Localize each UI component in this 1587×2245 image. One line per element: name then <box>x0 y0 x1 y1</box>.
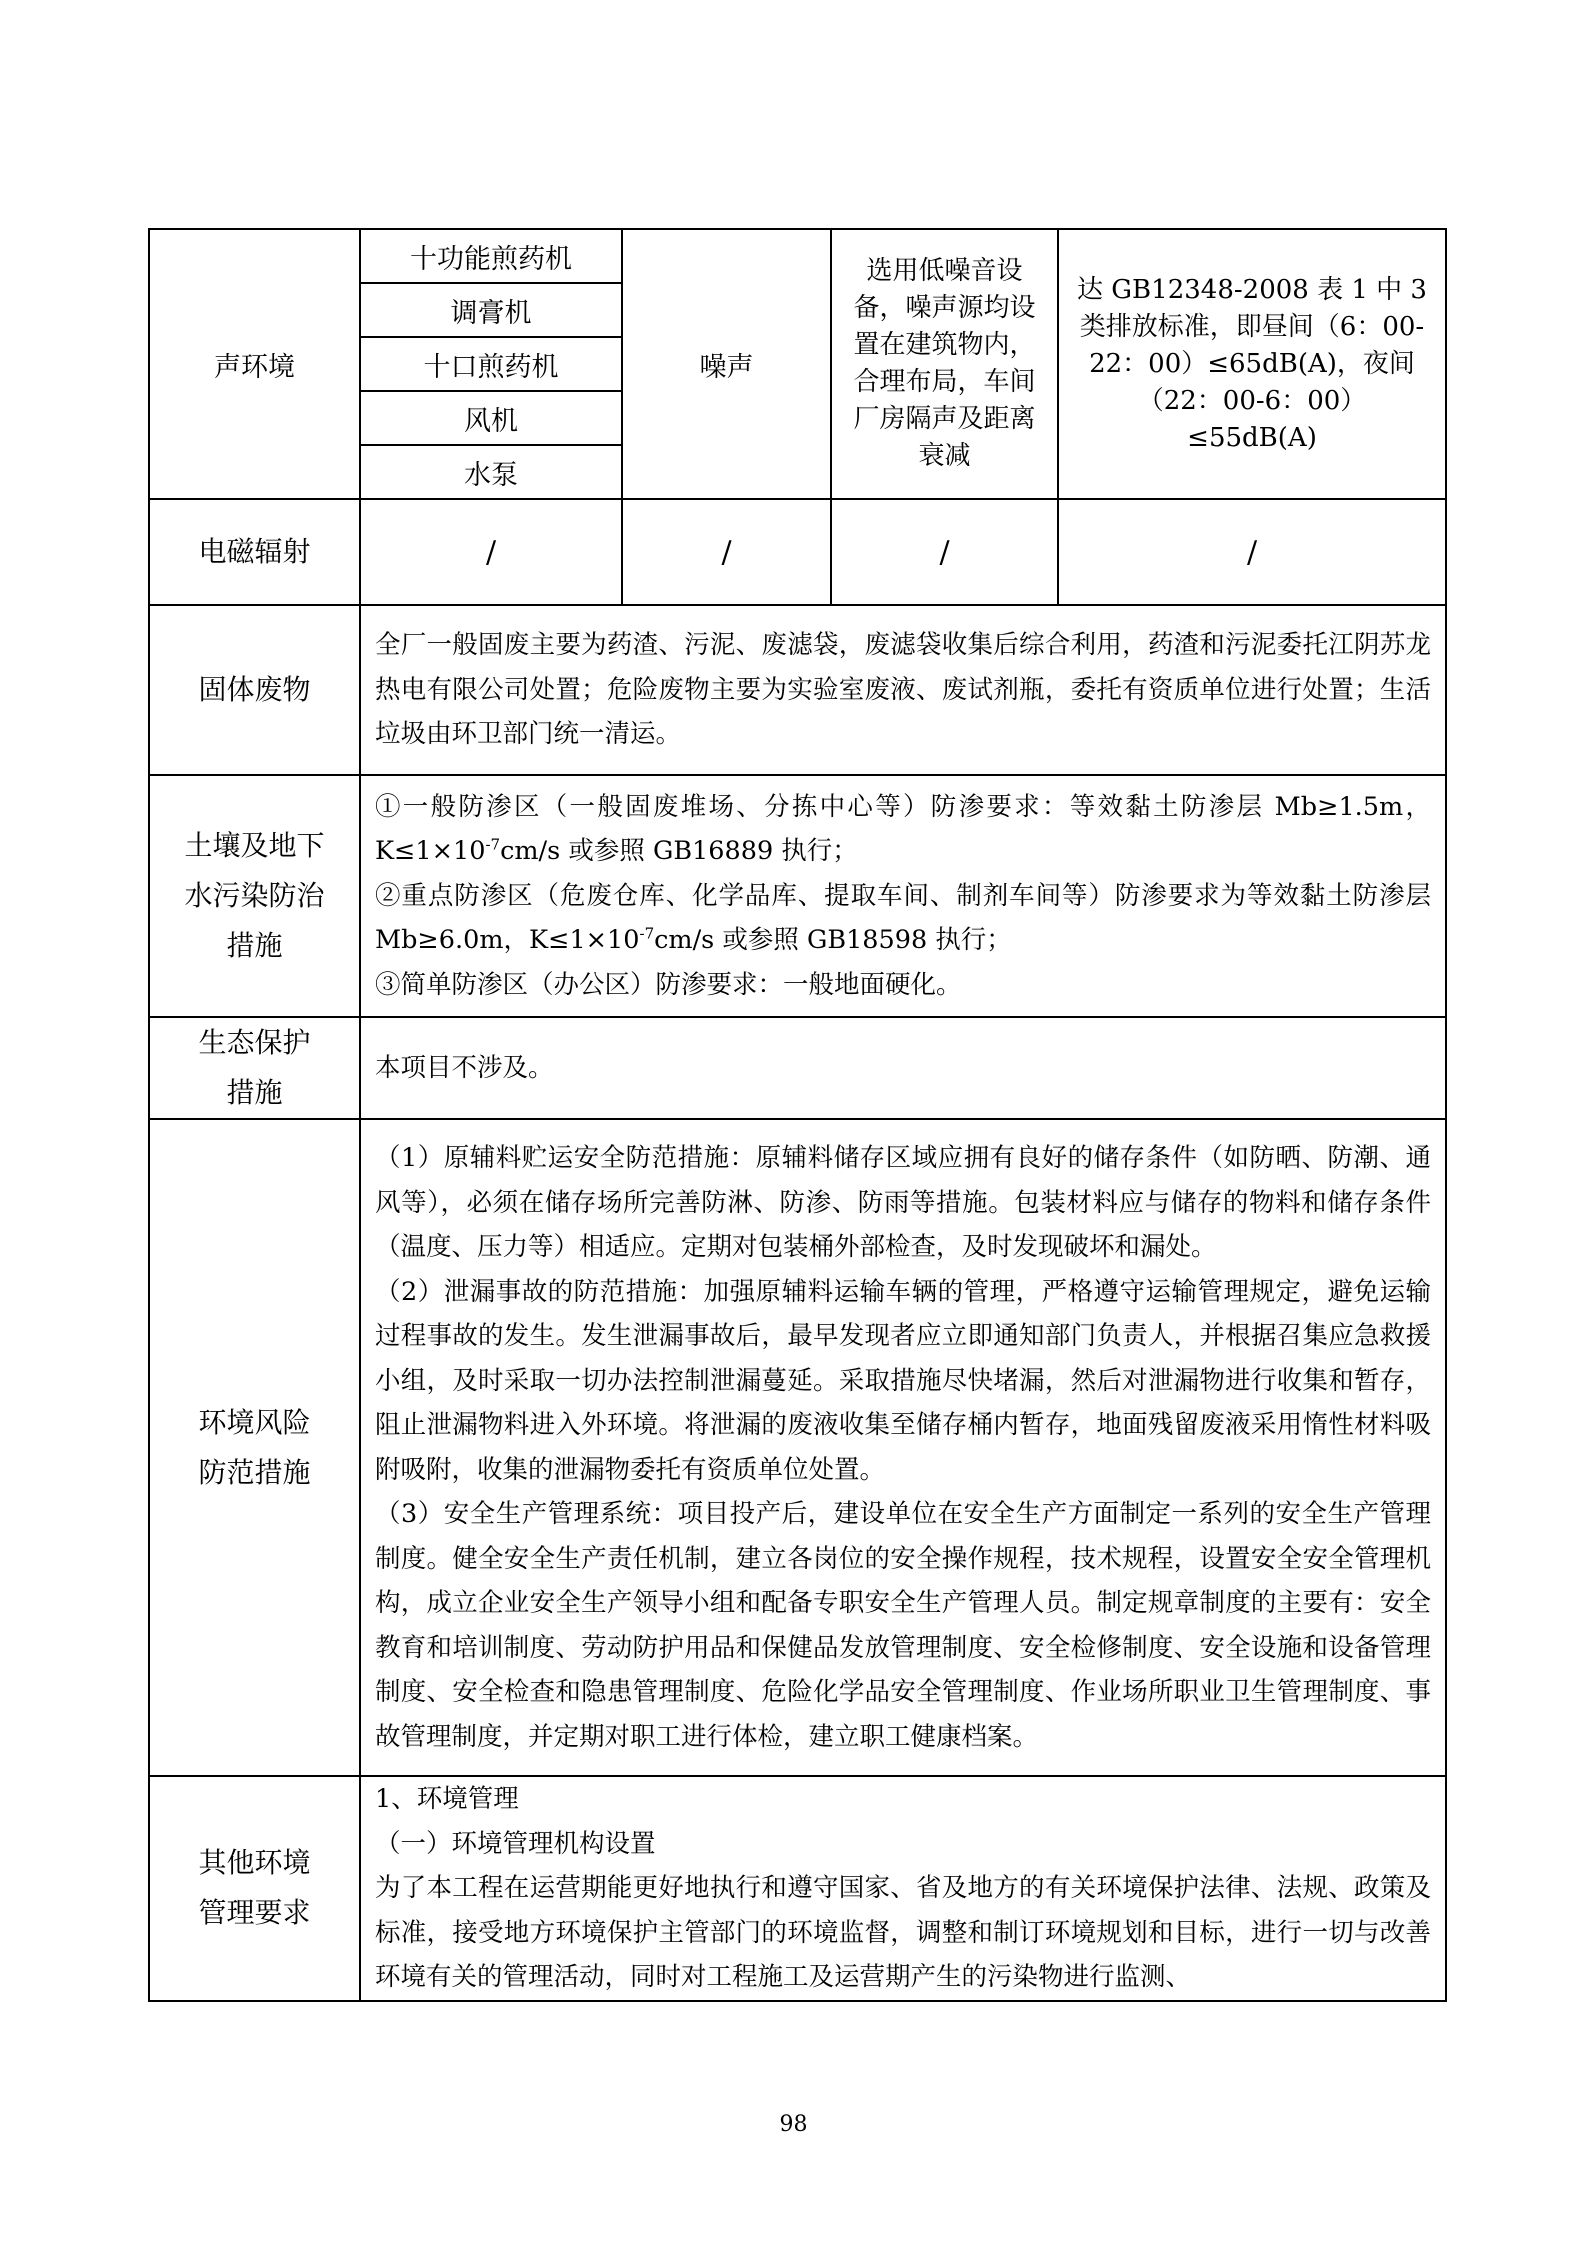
em-value: / <box>360 499 622 605</box>
risk-paragraph-2: （2）泄漏事故的防范措施：加强原辅料运输车辆的管理，严格遵守运输管理规定，避免运输过程事故的发生。发生泄漏事故后，最早发现者应立即通知部门负责人，并根据召集应急救援小组，及时采取一切办法控制泄漏蔓延。采取措施尽快堵漏，然后对泄漏物进行收集和暂存，阻止泄漏物料进入外环境。将泄漏的废液收集至储存桶内暂存，地面残留废液采用惰性材料吸附吸附，收集的泄漏物委托有资质单位处置。 <box>375 1276 1431 1485</box>
noise-source-item: 十功能煎药机 <box>361 230 621 283</box>
risk-row <box>149 1119 1446 1776</box>
noise-measures: 选用低噪音设备，噪声源均设置在建筑物内，合理布局，车间厂房隔声及距离衰减 <box>831 229 1058 499</box>
other-line-2: （一）环境管理机构设置 <box>375 1828 656 1859</box>
em-value: / <box>622 499 831 605</box>
noise-pollutant: 噪声 <box>622 229 831 499</box>
risk-paragraph-3: （3）安全生产管理系统：项目投产后，建设单位在安全生产方面制定一系列的安全生产管理制度。健全安全生产责任机制，建立各岗位的安全操作规程，技术规程，设置安全安全管理机构，成立企业安全生产领导小组和配备专职安全生产管理人员。制定规章制度的主要有：安全教育和培训制度、劳动防护用品和保健品发放管理制度、安全检修制度、安全设施和设备管理制度、安全检查和隐患管理制度、危险化学品安全管理制度、作业场所职业卫生管理制度、事故管理制度，并定期对职工进行体检，建立职工健康档案。 <box>375 1499 1431 1752</box>
noise-source-item: 水泵 <box>464 459 518 491</box>
other-text <box>360 1776 1446 2001</box>
noise-category-label: 声环境 <box>149 229 360 499</box>
soil-text <box>360 775 1446 1017</box>
solid-waste-category-label: 固体废物 <box>149 605 360 775</box>
ecology-row <box>149 1017 1446 1119</box>
noise-sources-cell <box>360 229 622 499</box>
ecology-category-label: 生态保护措施 <box>149 1017 360 1119</box>
other-row <box>149 1776 1446 2001</box>
soil-row <box>149 775 1446 1017</box>
risk-paragraph-1: （1）原辅料贮运安全防范措施：原辅料储存区域应拥有良好的储存条件（如防晒、防潮、通风等），必须在储存场所完善防淋、防渗、防雨等措施。包装材料应与储存的物料和储存条件（温度、压力等）相适应。定期对包装桶外部检查，及时发现破坏和漏处。 <box>375 1143 1431 1262</box>
risk-category-label: 环境风险防范措施 <box>149 1119 360 1776</box>
ecology-text: 本项目不涉及。 <box>360 1017 1446 1119</box>
other-paragraph: 为了本工程在运营期能更好地执行和遵守国家、省及地方的有关环境保护法律、法规、政策及标准，接受地方环境保护主管部门的环境监督，调整和制订环境规划和目标，进行一切与改善环境有关的管理活动，同时对工程施工及运营期产生的污染物进行监测、 <box>375 1873 1431 1992</box>
soil-category-label: 土壤及地下水污染防治措施 <box>149 775 360 1017</box>
noise-standard: 达 GB12348-2008 表 1 中 3 类排放标准，即昼间（6：00-22：00）≤65dB(A)，夜间（22：00-6：00）≤55dB(A) <box>1058 229 1446 499</box>
soil-line-2: ②重点防渗区（危废仓库、化学品库、提取车间、制剂车间等）防渗要求为等效黏土防渗层 Mb≥6.0m，$K\le 1\times 10^{-7}cm/s$ 或参照 GB18598 执行； <box>375 880 1431 956</box>
page-number: 98 <box>779 2112 808 2137</box>
environmental-measures-table <box>148 228 1447 2002</box>
noise-source-item: 十口煎药机 <box>361 337 621 391</box>
noise-sources-list <box>361 230 621 498</box>
other-category-label: 其他环境管理要求 <box>149 1776 360 2001</box>
soil-line-3: ③简单防渗区（办公区）防渗要求：一般地面硬化。 <box>375 969 962 1000</box>
em-category-label: 电磁辐射 <box>149 499 360 605</box>
noise-source-item: 风机 <box>361 391 621 445</box>
solid-waste-row <box>149 605 1446 775</box>
em-value: / <box>1058 499 1446 605</box>
other-line-1: 1、环境管理 <box>375 1784 519 1814</box>
em-row <box>149 499 1446 605</box>
soil-line-1: ①一般防渗区（一般固废堆场、分拣中心等）防渗要求：等效黏土防渗层 Mb≥1.5m，$K\le 1\times 10^{-7}cm/s$ 或参照 GB16889 执行； <box>375 791 1431 867</box>
risk-text <box>360 1119 1446 1776</box>
em-value: / <box>831 499 1058 605</box>
noise-row <box>149 229 1446 499</box>
noise-source-item: 调膏机 <box>361 283 621 337</box>
solid-waste-text: 全厂一般固废主要为药渣、污泥、废滤袋，废滤袋收集后综合利用，药渣和污泥委托江阴苏龙热电有限公司处置；危险废物主要为实验室废液、废试剂瓶，委托有资质单位进行处置；生活垃圾由环卫部门统一清运。 <box>360 605 1446 775</box>
